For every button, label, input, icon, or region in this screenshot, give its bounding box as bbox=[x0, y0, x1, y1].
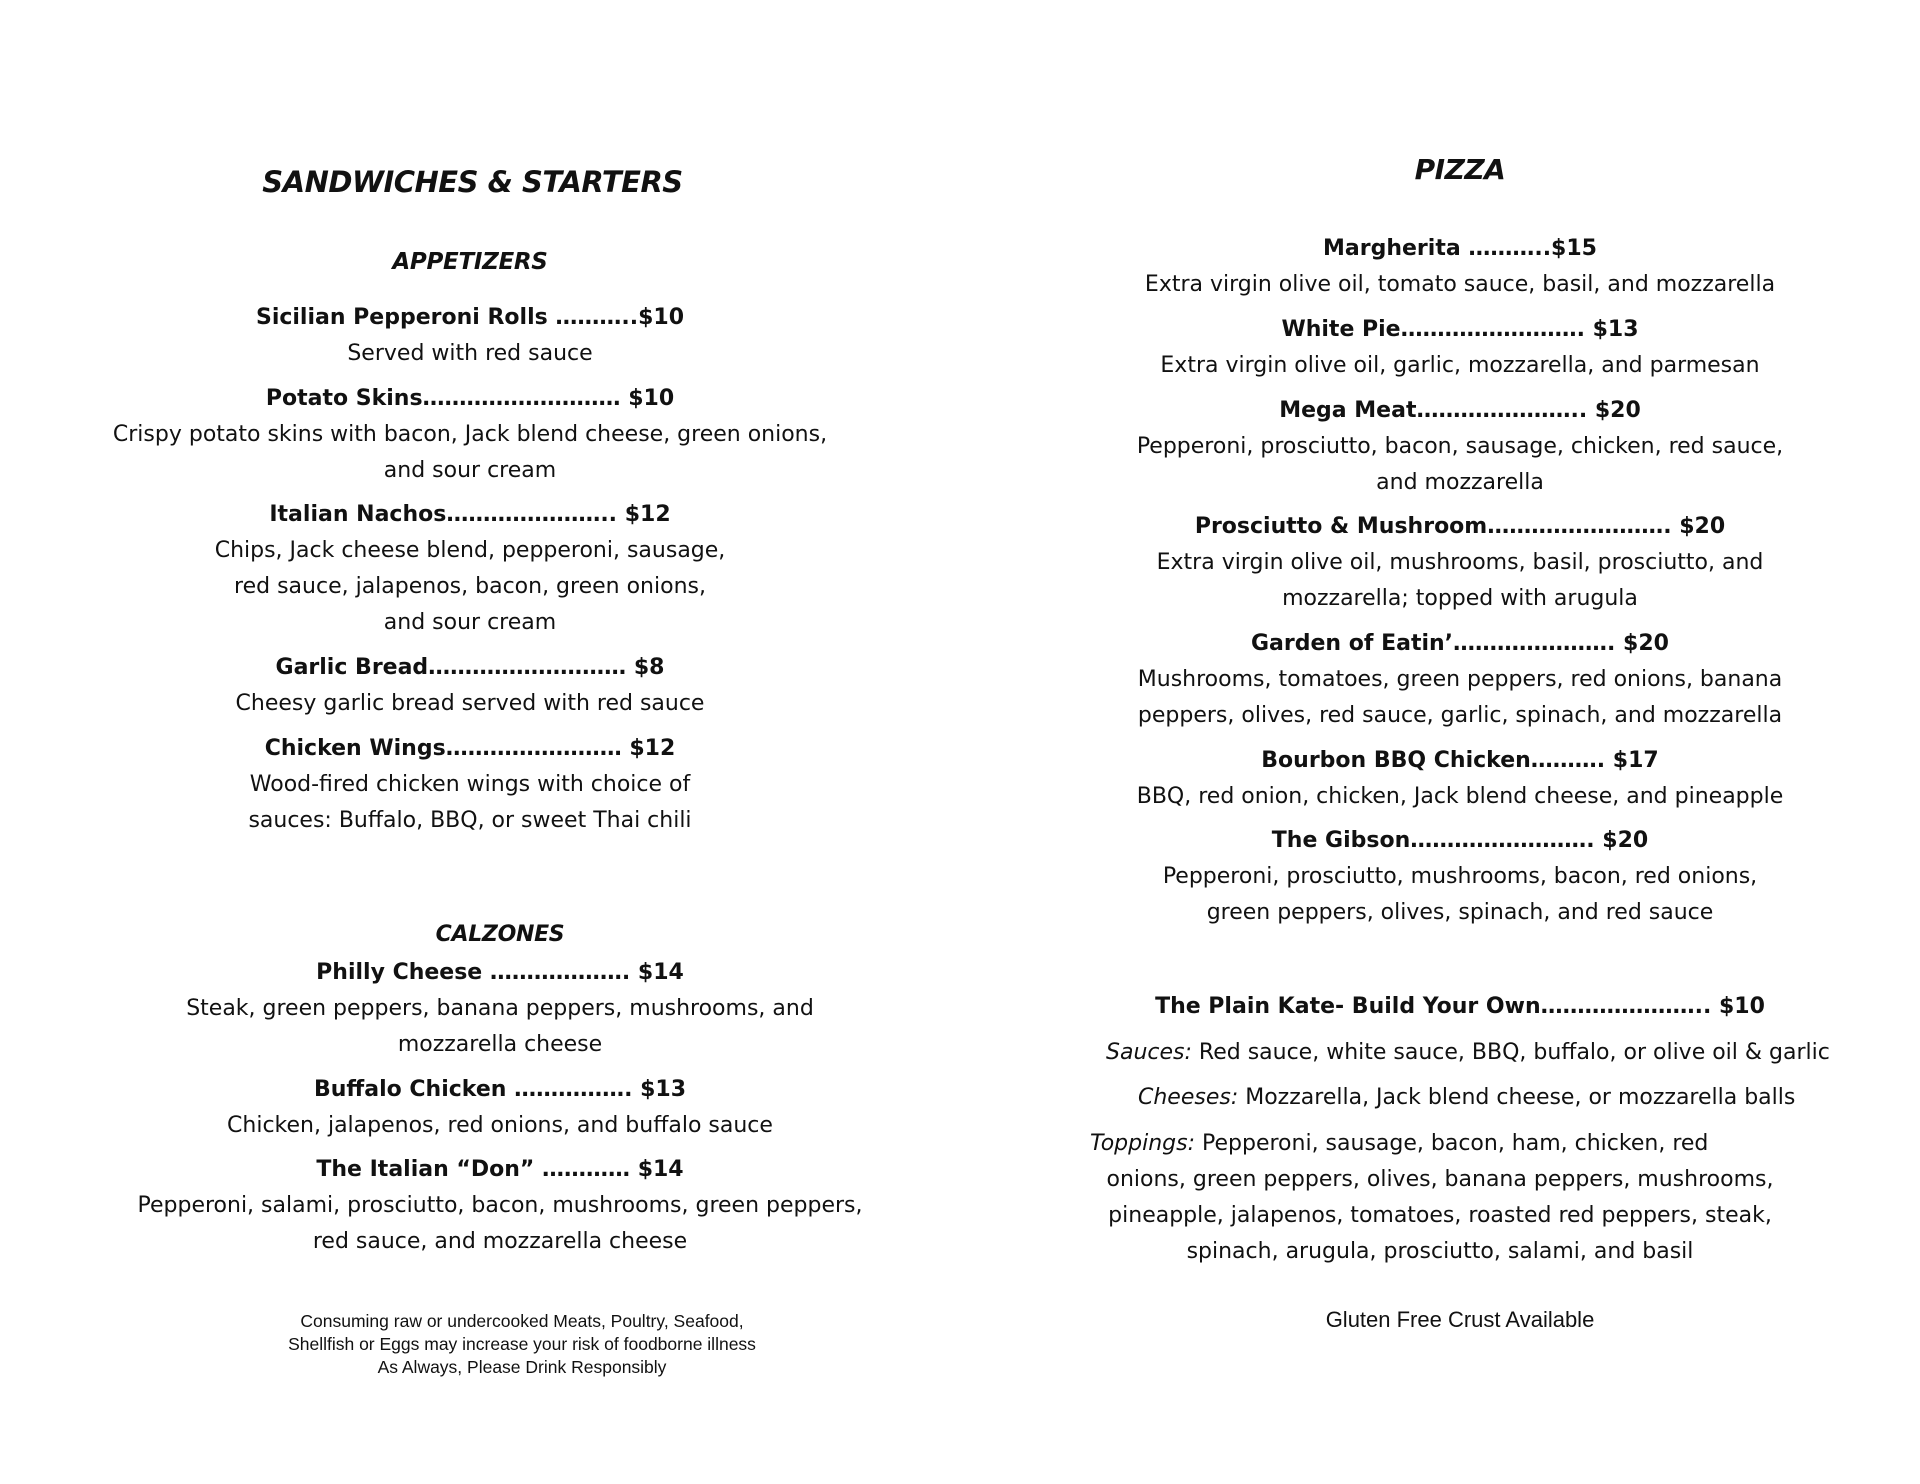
menu-item-name: Garden of Eatin’…………………. $20 bbox=[1251, 631, 1669, 656]
subsection-title-calzones: CALZONES bbox=[435, 922, 565, 947]
menu-item-name: Margherita ………..$15 bbox=[1323, 236, 1597, 261]
menu-item-description: Wood-fired chicken wings with choice of sauces: Buffalo, BBQ, or sweet Thai chili bbox=[248, 772, 692, 833]
menu-item-name: Bourbon BBQ Chicken………. $17 bbox=[1261, 748, 1659, 773]
menu-item-description: Pepperoni, prosciutto, mushrooms, bacon, red onions, green peppers, olives, spinach, and red sauce bbox=[1162, 864, 1758, 925]
menu-item-description: Crispy potato skins with bacon, Jack blend cheese, green onions, and sour cream bbox=[112, 422, 828, 483]
menu-item bbox=[100, 381, 840, 489]
build-your-own-sauces bbox=[1106, 1035, 1830, 1071]
menu-item-name: The Gibson……………………. $20 bbox=[1271, 828, 1649, 853]
menu-item-name: Chicken Wings…………………… $12 bbox=[264, 736, 676, 761]
build-your-own-toppings: Toppings: Pepperoni, sausage, bacon, ham, chicken, red onions, green peppers, olives, banana peppers, mushrooms, pineapple, jalapenos, tomatoes, roasted red peppers, steak, spinach, arugula, prosciutto, salami, and basil bbox=[1090, 1131, 1774, 1264]
menu-item bbox=[100, 955, 900, 1063]
menu-item-name: Garlic Bread……………………… $8 bbox=[275, 655, 665, 680]
cheeses-options: Mozzarella, Jack blend cheese, or mozzarella balls bbox=[1238, 1085, 1796, 1110]
menu-item bbox=[1100, 312, 1820, 384]
menu-item-description: Steak, green peppers, banana peppers, mushrooms, and mozzarella cheese bbox=[186, 996, 814, 1057]
menu-item bbox=[1100, 743, 1820, 815]
menu-item-description: Cheesy garlic bread served with red sauce bbox=[235, 691, 705, 716]
menu-item bbox=[1100, 509, 1820, 617]
section-title-pizza: PIZZA bbox=[1414, 153, 1506, 186]
menu-item-name: The Italian “Don” ………… $14 bbox=[316, 1157, 684, 1182]
menu-item bbox=[1100, 393, 1820, 501]
menu-item-name: Mega Meat………………….. $20 bbox=[1279, 398, 1641, 423]
gluten-free-note: Gluten Free Crust Available bbox=[1325, 1307, 1595, 1332]
menu-item-description: Pepperoni, salami, prosciutto, bacon, mushrooms, green peppers, red sauce, and mozzarella cheese bbox=[137, 1193, 863, 1254]
subsection-title-appetizers: APPETIZERS bbox=[392, 249, 548, 275]
menu-item-name: Sicilian Pepperoni Rolls ………..$10 bbox=[255, 305, 685, 330]
menu-item-name: White Pie……………………. $13 bbox=[1281, 317, 1639, 342]
menu-item-name: Philly Cheese ………………. $14 bbox=[316, 960, 684, 985]
menu-item bbox=[1100, 231, 1820, 303]
menu-item-name: Potato Skins……………………… $10 bbox=[265, 386, 675, 411]
menu-item-description: Extra virgin olive oil, garlic, mozzarella, and parmesan bbox=[1160, 353, 1760, 378]
menu-item-description: Extra virgin olive oil, mushrooms, basil, prosciutto, and mozzarella; topped with arugula bbox=[1156, 550, 1764, 611]
menu-item-description: BBQ, red onion, chicken, Jack blend cheese, and pineapple bbox=[1136, 784, 1784, 809]
menu-item-name: Buffalo Chicken ……………. $13 bbox=[313, 1077, 687, 1102]
food-safety-disclaimer: Consuming raw or undercooked Meats, Poultry, Seafood, Shellfish or Eggs may increase your risk of foodborne illness As Always, Please Drink Responsibly bbox=[288, 1311, 756, 1377]
menu-item bbox=[1100, 626, 1820, 734]
menu-item bbox=[1100, 823, 1820, 931]
section-title-sandwiches-starters: SANDWICHES & STARTERS bbox=[262, 165, 683, 199]
menu-item bbox=[100, 731, 840, 839]
sauces-options: Red sauce, white sauce, BBQ, buffalo, or olive oil & garlic bbox=[1191, 1040, 1830, 1065]
menu-item-description: Pepperoni, prosciutto, bacon, sausage, chicken, red sauce, and mozzarella bbox=[1136, 434, 1784, 495]
menu-item bbox=[100, 1152, 900, 1260]
menu-item-description: Mushrooms, tomatoes, green peppers, red onions, banana peppers, olives, red sauce, garlic, spinach, and mozzarella bbox=[1137, 667, 1783, 728]
menu-item bbox=[100, 650, 840, 722]
build-your-own-title: The Plain Kate- Build Your Own………………….. $10 bbox=[1155, 994, 1765, 1019]
cheeses-label: Cheeses: bbox=[1138, 1085, 1239, 1110]
menu-item bbox=[100, 1072, 900, 1144]
menu-item-description: Chips, Jack cheese blend, pepperoni, sausage, red sauce, jalapenos, bacon, green onions, and sour cream bbox=[214, 538, 726, 635]
toppings-label: Toppings: bbox=[1090, 1131, 1196, 1156]
menu-item-name: Italian Nachos………………….. $12 bbox=[269, 502, 671, 527]
menu-item-description: Chicken, jalapenos, red onions, and buffalo sauce bbox=[227, 1113, 773, 1138]
sauces-label: Sauces: bbox=[1106, 1040, 1192, 1065]
menu-item bbox=[100, 300, 840, 372]
build-your-own-cheeses bbox=[1138, 1080, 1795, 1116]
menu-item bbox=[100, 497, 840, 641]
menu-item-name: Prosciutto & Mushroom……………………. $20 bbox=[1194, 514, 1726, 539]
menu-item-description: Served with red sauce bbox=[347, 341, 593, 366]
menu-item-description: Extra virgin olive oil, tomato sauce, basil, and mozzarella bbox=[1144, 272, 1776, 297]
